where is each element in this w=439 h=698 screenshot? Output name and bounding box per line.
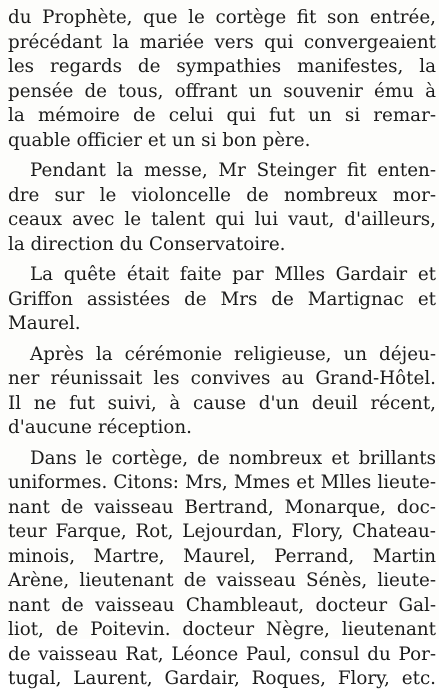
paragraph-procession: [8, 6, 436, 153]
text-line: ceaux avec le talent qui lui vaut, d'ailleurs,: [8, 209, 436, 230]
text-line: précédant la mariée vers qui convergeaient: [8, 31, 436, 53]
text-line: Il ne fut suivi, à cause d'un deuil récent,: [8, 392, 436, 414]
text-line: les regards de sympathies manifestes, la: [8, 56, 436, 77]
text-line: d'aucune réception.: [8, 417, 192, 438]
text-line: Maurel.: [8, 313, 81, 334]
text-line: nant de vaisseau Chambleaut, docteur Gal-: [8, 594, 436, 616]
text-line: La quête était faite par Mlles Gardair et: [30, 264, 436, 285]
text-line: Après la cérémonie religieuse, un déjeu-: [30, 343, 436, 365]
paragraph-mass: [8, 159, 436, 257]
text-line: la mémoire de celui qui fut un si remar-: [8, 105, 436, 126]
text-line: Arène, lieutenant de vaisseau Sénès, lieute-: [8, 570, 436, 591]
paragraph-collection: [8, 263, 436, 337]
text-line: pensée de tous, offrant un souvenir ému à: [8, 80, 436, 102]
text-line: liot, de Poitevin. docteur Nègre, lieutenant: [8, 619, 436, 640]
paragraph-attendees: [8, 447, 436, 692]
text-line: minois, Martre, Maurel, Perrand, Martin: [8, 545, 436, 567]
text-line: uniformes. Citons: Mrs, Mmes et Mlles lieute-: [8, 472, 436, 493]
text-line: Pendant la messe, Mr Steinger fit enten-: [30, 160, 436, 181]
paragraph-lunch: [8, 343, 436, 441]
article-text: [8, 6, 436, 698]
text-line: teur Farque, Rot, Lejourdan, Flory, Chateau-: [8, 521, 436, 542]
text-line: du Prophète, que le cortège fit son entrée,: [8, 7, 436, 28]
text-line: Dans le cortège, de nombreux et brillants: [30, 447, 436, 469]
text-line: nant de vaisseau Bertrand, Monarque, doc-: [8, 496, 436, 518]
text-line: dre sur le violoncelle de nombreux mor-: [8, 184, 436, 206]
text-line: de vaisseau Rat, Léonce Paul, consul du Por-: [8, 643, 436, 665]
text-line: la direction du Conservatoire.: [8, 233, 286, 255]
text-line: quable officier et un si bon père.: [8, 129, 311, 151]
text-line: ner réunissait les convives au Grand-Hôtel.: [8, 368, 436, 389]
text-line: tugal, Laurent, Gardair, Roques, Flory, etc.: [8, 668, 436, 689]
text-line: Griffon assistées de Mrs de Martignac et: [8, 288, 436, 310]
